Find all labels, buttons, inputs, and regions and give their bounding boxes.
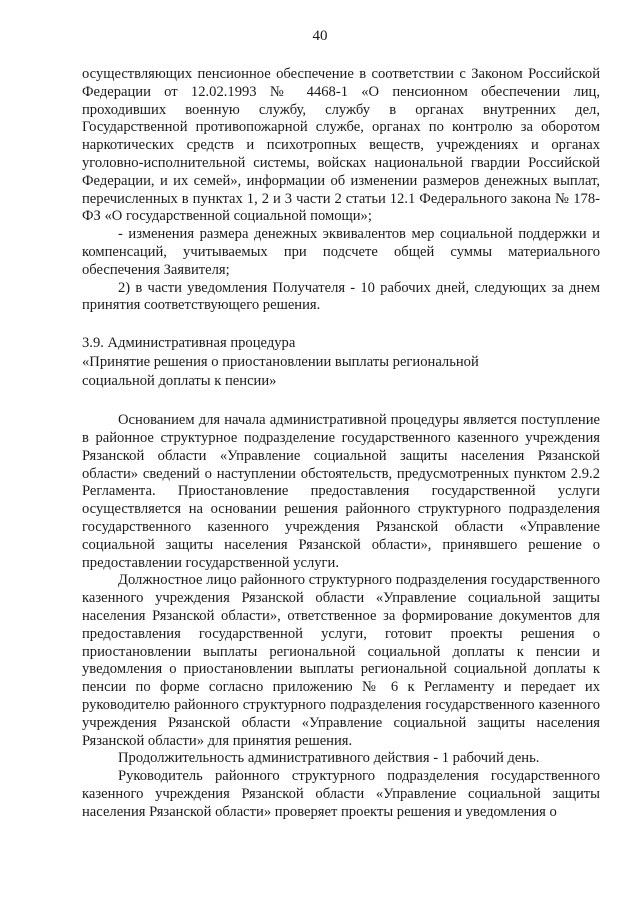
document-body (82, 66, 600, 821)
paragraph: Руководитель районного структурного подразделения государственного казенного учреждения Рязанской области «Управление социальной защиты населения Рязанской области» проверяет проекты решения и уведомления о (82, 768, 600, 820)
paragraph-list-item: - изменения размера денежных эквивалентов мер социальной поддержки и компенсаций, учитываемых при подсчете общей суммы материального обеспечения Заявителя; (82, 226, 600, 278)
section-subtitle-line: социальной доплаты к пенсии» (82, 373, 277, 390)
section-heading (82, 334, 600, 391)
paragraph-list-item: 2) в части уведомления Получателя - 10 рабочих дней, следующих за днем принятия соответствующего решения. (82, 279, 600, 314)
section-number-title: 3.9. Административная процедура (82, 335, 296, 352)
paragraph: Должностное лицо районного структурного подразделения государственного казенного учреждения Рязанской области «Управление социальной защиты населения Рязанской области», ответственное за формирование документов для предоставления государственной услуги, готовит проекты решения о приостановлении выплаты региональной социальной доплаты к пенсии и уведомления о приостановлении выплаты региональной социальной доплаты к пенсии по форме согласно приложению № 6 к Регламенту и передает их руководителю районного структурного подразделения государственного казенного учреждения Рязанской области «Управление социальной защиты населения Рязанской области» для принятия решения. (82, 572, 600, 749)
paragraph: Основанием для начала административной процедуры является поступление в районное структурное подразделение государственного казенного учреждения Рязанской области «Управление социальной защиты населения Рязанской области» сведений о наступлении обстоятельств, предусмотренных пунктом 2.9.2 Регламента. Приостановление предоставления государственной услуги осуществляется на основании решения районного структурного подразделения государственного казенного учреждения Рязанской области «Управление социальной защиты населения Рязанской области», принявшего решение о предоставлении государственной услуги. (82, 412, 600, 571)
paragraph: Продолжительность административного действия - 1 рабочий день. (118, 750, 540, 767)
paragraph-continuation: осуществляющих пенсионное обеспечение в соответствии с Законом Российской Федерации от 12.02.1993 № 4468-1 «О пенсионном обеспечении лиц, проходивших военную службу, службу в органах внутренних дел, Государственной противопожарной службе, органах по контролю за оборотом наркотических средств и психотропных веществ, учреждениях и органах уголовно-исполнительной системы, войсках национальной гвардии Российской Федерации, и их семей», информации об изменении размеров денежных выплат, перечисленных в пунктах 1, 2 и 3 части 2 статьи 12.1 Федерального закона № 178-ФЗ «О государственной социальной помощи»; (82, 66, 600, 225)
section-subtitle-line: «Принятие решения о приостановлении выплаты региональной (82, 354, 479, 371)
page-number: 40 (312, 28, 328, 44)
